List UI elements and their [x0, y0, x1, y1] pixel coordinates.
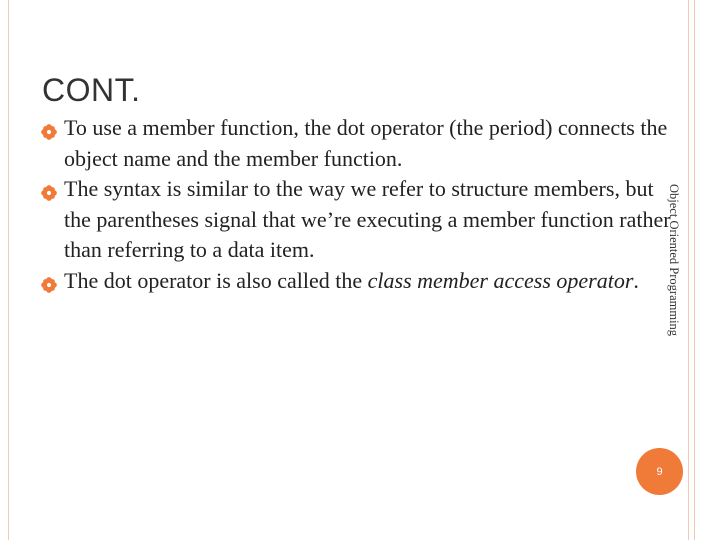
bullet-text: The syntax is similar to the way we refer to structure members, but the parentheses signal that we’re executing a member function rather than referring to a data item.	[64, 176, 671, 262]
bullet-text: The dot operator is also called the	[64, 267, 368, 293]
gear-flower-icon	[40, 180, 58, 198]
left-border-line	[8, 0, 9, 540]
right-border-line-1	[688, 0, 689, 540]
right-border-line-2	[694, 0, 695, 540]
bullet-item	[40, 266, 680, 297]
gear-flower-icon	[40, 119, 58, 137]
slide-title: CONT.	[42, 72, 141, 108]
bullet-item	[40, 113, 680, 174]
bullet-text-italic: class member access operator	[367, 267, 634, 293]
bullet-list	[40, 113, 680, 296]
bullet-text: To use a member function, the dot operator (the period) connects the object name and the member function.	[64, 115, 668, 171]
course-side-label: Object Oriented Programming	[667, 184, 681, 337]
gear-flower-icon	[40, 272, 58, 290]
page-number-badge	[636, 448, 683, 495]
slide-frame-top	[0, 0, 720, 38]
page-number: 9	[656, 465, 663, 478]
bullet-item	[40, 174, 680, 266]
bullet-text: .	[633, 267, 639, 293]
